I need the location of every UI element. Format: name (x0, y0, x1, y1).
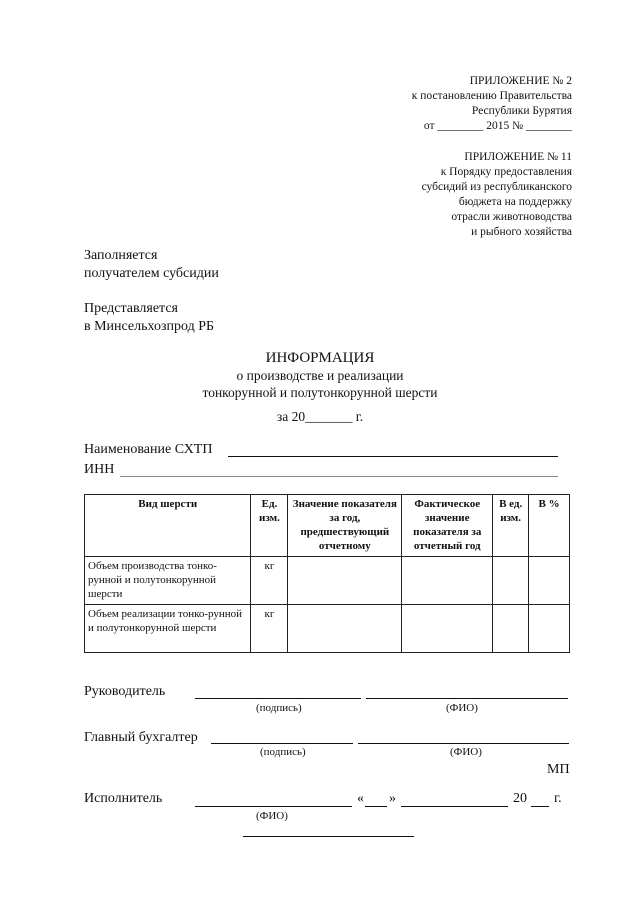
year-line[interactable] (531, 806, 549, 807)
appendix-11-title: ПРИЛОЖЕНИЕ № 11 (464, 151, 572, 163)
document-subtitle: тонкорунной и полутонкорунной шерсти (202, 385, 438, 400)
unit-cell: кг (251, 557, 288, 605)
document-subtitle: о производстве и реализации (236, 368, 404, 383)
chief-accountant-fio-line[interactable] (358, 743, 569, 744)
table-header-cell: Ед. изм. (251, 495, 288, 557)
table-row (85, 557, 570, 605)
appendix-2-block (412, 74, 572, 134)
fio-caption: (ФИО) (450, 746, 482, 758)
executor-fio-line[interactable] (195, 806, 352, 807)
appendix-11-line: отрасли животноводства (451, 211, 572, 223)
deviation-percent-cell[interactable] (529, 605, 570, 653)
table-header-cell: Вид шерсти (85, 495, 251, 557)
executor-phone-line[interactable] (243, 836, 414, 837)
appendix-11-line: и рыбного хозяйства (471, 226, 572, 238)
table-header-row (85, 495, 570, 557)
organization-name-label: Наименование СХТП (84, 442, 213, 457)
fio-caption: (ФИО) (446, 702, 478, 714)
appendix-11-line: бюджета на поддержку (458, 196, 572, 208)
table-header-cell: В ед. изм. (493, 495, 529, 557)
actual-value-cell[interactable] (402, 557, 493, 605)
year-prefix: 20 (513, 791, 527, 806)
appendix-11-line: субсидий из республиканского (421, 181, 572, 193)
date-month-line[interactable] (401, 806, 508, 807)
date-close-quote: » (389, 791, 396, 806)
fio-caption: (ФИО) (256, 810, 288, 822)
stamp-label: МП (547, 762, 570, 777)
note-line: Представляется (84, 301, 178, 316)
inn-line[interactable] (120, 476, 558, 477)
wool-type-cell: Объем производства тонко-рунной и полутонкорунной шерсти (85, 557, 251, 605)
date-day-line[interactable] (365, 806, 387, 807)
document-title: ИНФОРМАЦИЯ (265, 350, 375, 366)
deviation-units-cell[interactable] (493, 605, 529, 653)
note-line: Заполняется (84, 248, 158, 263)
appendix-2-line: Республики Бурятия (471, 105, 572, 117)
appendix-2-title: ПРИЛОЖЕНИЕ № 2 (469, 75, 572, 87)
previous-year-value-cell[interactable] (288, 557, 402, 605)
signature-caption: (подпись) (260, 746, 306, 758)
chief-accountant-signature-line[interactable] (211, 743, 353, 744)
head-fio-line[interactable] (366, 698, 568, 699)
appendix-11-block (422, 150, 572, 240)
note-line: получателем субсидии (84, 266, 219, 281)
chief-accountant-label: Главный бухгалтер (84, 730, 198, 745)
appendix-2-line: к постановлению Правительства (411, 90, 572, 102)
head-label: Руководитель (84, 684, 166, 699)
submitted-to-note (84, 300, 214, 336)
report-period: за 20_______ г. (276, 409, 364, 424)
head-signature-line[interactable] (195, 698, 361, 699)
deviation-percent-cell[interactable] (529, 557, 570, 605)
table-header-cell: В % (529, 495, 570, 557)
table-header-cell: Фактическое значение показателя за отчетный год (402, 495, 493, 557)
executor-label: Исполнитель (84, 791, 163, 806)
year-suffix: г. (554, 791, 562, 806)
appendix-11-line: к Порядку предоставления (440, 166, 572, 178)
unit-cell: кг (251, 605, 288, 653)
inn-label: ИНН (84, 462, 115, 477)
wool-data-table (84, 494, 570, 653)
actual-value-cell[interactable] (402, 605, 493, 653)
table-header-cell: Значение показателя за год, предшествующий отчетному (288, 495, 402, 557)
filled-by-note (84, 247, 219, 283)
wool-type-cell: Объем реализации тонко-рунной и полутонкорунной шерсти (85, 605, 251, 653)
organization-name-line[interactable] (228, 456, 558, 457)
previous-year-value-cell[interactable] (288, 605, 402, 653)
signature-caption: (подпись) (256, 702, 302, 714)
deviation-units-cell[interactable] (493, 557, 529, 605)
note-line: в Минсельхозпрод РБ (84, 319, 215, 334)
date-open-quote: « (357, 791, 364, 806)
table-row (85, 605, 570, 653)
appendix-2-date-number: от ________ 2015 № ________ (423, 120, 572, 132)
